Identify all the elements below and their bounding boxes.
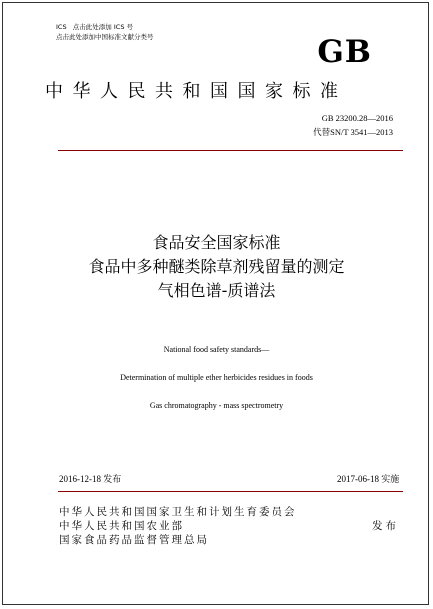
gb-logo: GB [317, 34, 372, 70]
replaces-standard: 代替SN/T 3541—2013 [313, 127, 393, 137]
publish-label: 发布 [372, 520, 399, 532]
issuer-line3: 国家食品药品监督管理总局 [59, 534, 209, 546]
ics-row [56, 23, 133, 31]
ics-label: ICS [56, 23, 67, 31]
document-page [2, 2, 429, 605]
national-standard-heading: 中华人民共和国国家标准 [45, 81, 348, 102]
title-cn-line3: 气相色谱-质谱法 [157, 281, 276, 300]
standard-number: GB 23200.28—2016 [321, 113, 393, 123]
issuer-line1: 中华人民共和国国家卫生和计划生育委员会 [59, 506, 297, 518]
title-en-line1: National food safety standards— [163, 345, 270, 354]
bottom-divider [58, 491, 403, 492]
implement-date: 2017-06-18 实施 [337, 474, 400, 484]
title-en-line3: Gas chromatography - mass spectrometry [149, 401, 284, 410]
title-cn-line1: 食品安全国家标准 [152, 233, 281, 252]
ics-note: 点击此处添加 ICS 号 [72, 23, 134, 31]
top-divider [58, 150, 403, 151]
issue-date: 2016-12-18 发布 [59, 474, 122, 484]
title-en-line2: Determination of multiple ether herbicides residues in foods [120, 373, 313, 382]
issuer-line2: 中华人民共和国农业部 [59, 520, 184, 532]
classification-note: 点击此处添加中国标准文献分类号 [56, 33, 154, 41]
title-cn-line2: 食品中多种醚类除草剂残留量的测定 [88, 257, 345, 276]
